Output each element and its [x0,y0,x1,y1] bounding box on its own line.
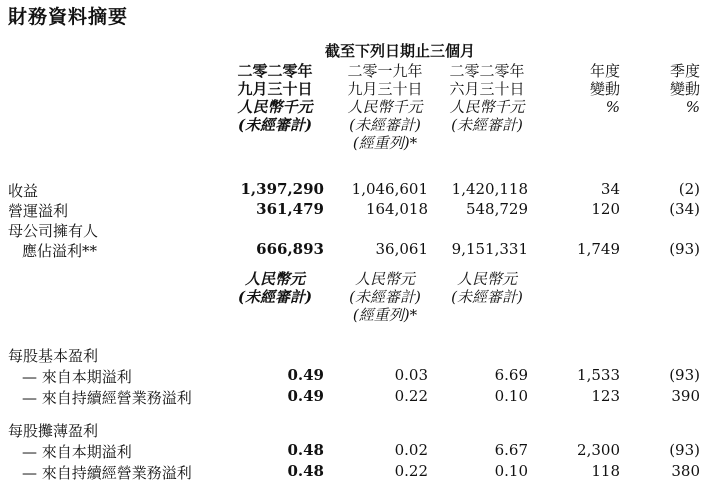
col4-header [560,62,620,116]
row-attrib-v1: 666,893 [256,240,324,258]
basic-eps-row2-label: — 來自持續經營業務溢利 [22,389,192,407]
basic-eps-row2-v5: 390 [671,387,700,405]
row-attrib-label: 母公司擁有人 [8,222,99,240]
row-revenue-v3: 1,420,118 [451,180,528,198]
diluted-eps-row1-v2: 0.02 [394,441,428,459]
diluted-eps-row2-v3: 0.10 [494,462,528,480]
sub-col2-header [336,270,434,324]
row-revenue-label: 收益 [8,182,39,200]
basic-eps-row1-v3: 6.69 [494,366,528,384]
col2-header [336,62,434,152]
sub-col1-currency: 人民幣元 [244,270,305,288]
col1-line1: 二零二零年 [237,62,313,80]
basic-eps-row1-v2: 0.03 [394,366,428,384]
sub-col3-audit: (未經審計) [451,288,523,306]
diluted-eps-row1-v5: (93) [669,441,700,459]
col5-line2: 變動 [669,80,700,98]
col5-line1: 季度 [669,62,700,80]
basic-eps-heading: 每股基本盈利 [8,347,99,365]
col1-audit: (未經審計) [237,116,313,134]
sub-col2-currency: 人民幣元 [354,270,415,288]
row-opprofit-label: 營運溢利 [8,202,69,220]
basic-eps-row2-v4: 123 [591,387,620,405]
diluted-eps-row2-label: — 來自持續經營業務溢利 [22,464,192,482]
col3-currency: 人民幣千元 [449,98,525,116]
basic-eps-row2-v1: 0.49 [287,387,324,405]
row-attrib-v5: (93) [669,240,700,258]
period-header: 截至下列日期止三個月 [324,42,475,60]
row-attrib-v4: 1,749 [577,240,620,258]
row-revenue-v2: 1,046,601 [351,180,428,198]
col5-header [640,62,700,116]
row-revenue-v4: 34 [600,180,620,198]
basic-eps-row1-label: — 來自本期溢利 [22,368,132,386]
col3-audit: (未經審計) [451,116,523,134]
diluted-eps-row2-v1: 0.48 [287,462,324,480]
col3-line2: 六月三十日 [449,80,525,98]
sub-col3-currency: 人民幣元 [456,270,517,288]
diluted-eps-row1-label: — 來自本期溢利 [22,443,132,461]
row-opprofit-v3: 548,729 [465,200,528,218]
col1-currency: 人民幣千元 [237,98,313,116]
col2-currency: 人民幣千元 [347,98,423,116]
basic-eps-row2-v2: 0.22 [394,387,428,405]
basic-eps-row1-v1: 0.49 [287,366,324,384]
basic-eps-row1-v4: 1,533 [577,366,620,384]
row-opprofit-v5: (34) [669,200,700,218]
basic-eps-row2-v3: 0.10 [494,387,528,405]
diluted-eps-row2-v4: 118 [591,462,620,480]
diluted-eps-row1-v1: 0.48 [287,441,324,459]
page-title: 財務資料摘要 [8,6,129,28]
col5-unit: % [685,98,700,116]
row-attrib-v3: 9,151,331 [451,240,528,258]
row-opprofit-v4: 120 [591,200,620,218]
sub-col3-header [438,270,536,306]
sub-col2-note: (經重列)* [352,306,418,324]
col2-line1: 二零一九年 [347,62,423,80]
col3-header [438,62,536,134]
col4-line2: 變動 [589,80,620,98]
col4-line1: 年度 [589,62,620,80]
diluted-eps-row2-v5: 380 [671,462,700,480]
row-revenue-v5: (2) [678,180,700,198]
row-revenue-v1: 1,397,290 [240,180,324,198]
sub-col1-header [226,270,324,306]
row-opprofit-v2: 164,018 [365,200,428,218]
sub-col1-audit: (未經審計) [237,288,313,306]
diluted-eps-row1-v3: 6.67 [494,441,528,459]
row-attrib-v2: 36,061 [375,240,428,258]
diluted-eps-heading: 每股攤薄盈利 [8,422,99,440]
col1-header [226,62,324,134]
col3-line1: 二零二零年 [449,62,525,80]
col2-line2: 九月三十日 [347,80,423,98]
diluted-eps-row2-v2: 0.22 [394,462,428,480]
col4-unit: % [605,98,620,116]
diluted-eps-row1-v4: 2,300 [577,441,620,459]
col2-note: (經重列)* [352,134,418,152]
col2-audit: (未經審計) [349,116,421,134]
row-opprofit-v1: 361,479 [256,200,324,218]
row-attrib-label2: 應佔溢利** [22,242,98,260]
basic-eps-row1-v5: (93) [669,366,700,384]
col1-line2: 九月三十日 [237,80,313,98]
sub-col2-audit: (未經審計) [349,288,421,306]
